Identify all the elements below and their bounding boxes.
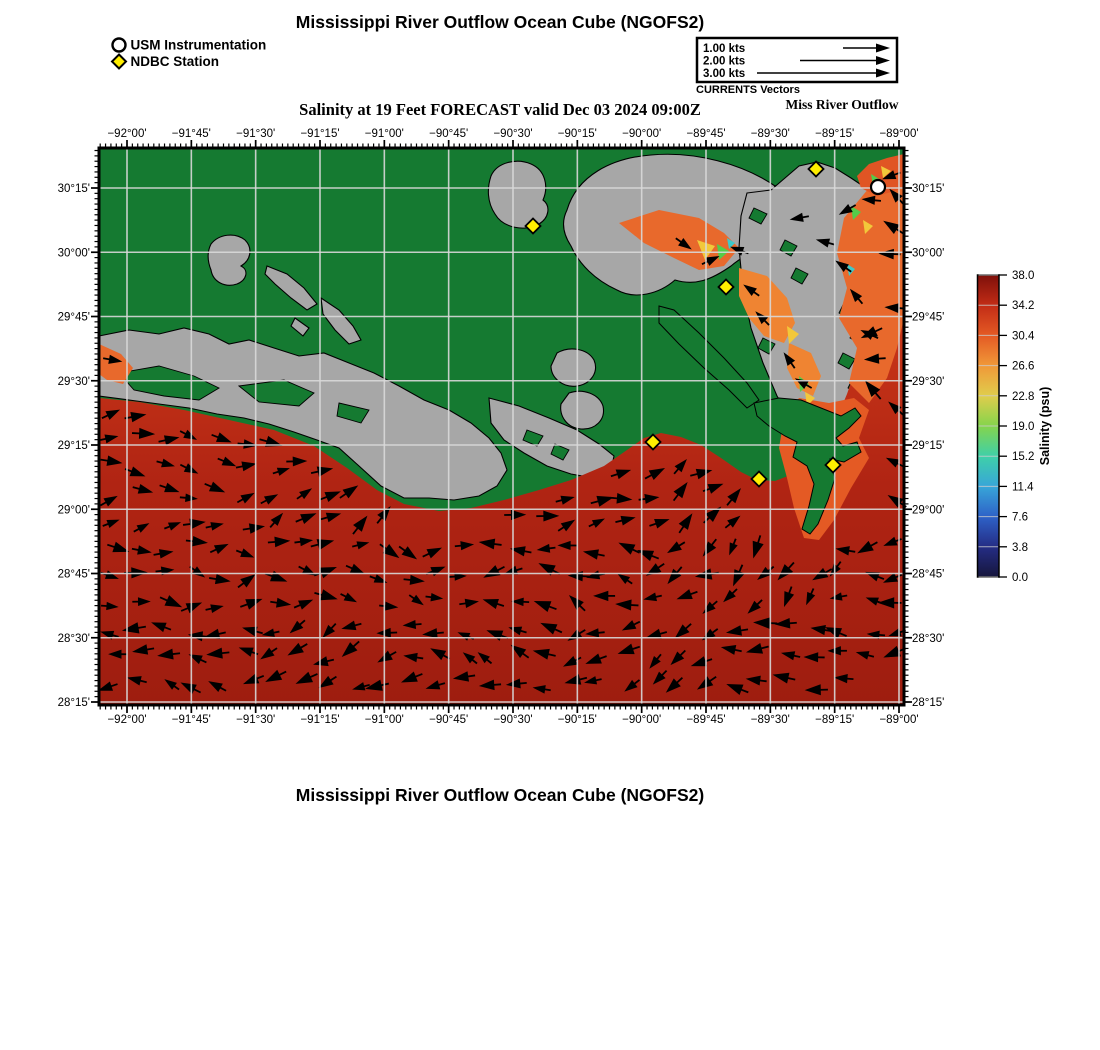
usm-circle-icon bbox=[113, 39, 126, 52]
lat-label-left: 28°30' bbox=[57, 632, 90, 645]
land-shape bbox=[488, 161, 548, 228]
colorbar-tick-label: 0.0 bbox=[1012, 572, 1028, 584]
lon-label-bottom: −89°45' bbox=[686, 714, 726, 726]
lat-label-left: 29°15' bbox=[57, 440, 90, 452]
lat-label-right: 28°45' bbox=[912, 568, 945, 581]
usm-station-marker bbox=[871, 180, 885, 194]
lat-label-left: 29°45' bbox=[57, 311, 90, 324]
colorbar-tick-label: 15.2 bbox=[1012, 451, 1035, 464]
lon-label-top: −89°30' bbox=[750, 128, 790, 140]
lat-label-right: 28°30' bbox=[912, 632, 945, 645]
colorbar-tick-label: 30.4 bbox=[1012, 330, 1035, 343]
miss-river-outflow-label: Miss River Outflow bbox=[785, 97, 899, 112]
lon-label-bottom: −90°15' bbox=[557, 714, 597, 726]
lat-label-left: 28°45' bbox=[57, 568, 90, 581]
lon-label-top: −91°15' bbox=[300, 128, 340, 140]
lat-label-right: 29°00' bbox=[912, 504, 945, 517]
lon-label-bottom: −91°00' bbox=[364, 714, 404, 726]
lon-label-top: −89°45' bbox=[686, 128, 726, 140]
lat-label-right: 29°45' bbox=[912, 311, 945, 324]
lon-label-top: −92°00' bbox=[107, 128, 147, 140]
lon-label-bottom: −90°00' bbox=[622, 714, 662, 726]
lon-label-bottom: −92°00' bbox=[107, 714, 147, 726]
lon-label-bottom: −90°30' bbox=[493, 714, 533, 726]
currents-speed-label: 2.00 kts bbox=[703, 55, 746, 68]
lon-label-top: −90°30' bbox=[493, 128, 533, 140]
currents-speed-label: 3.00 kts bbox=[703, 68, 746, 80]
lat-label-right: 28°15' bbox=[912, 697, 945, 709]
usm-legend-label: USM Instrumentation bbox=[130, 37, 267, 53]
currents-speed-label: 1.00 kts bbox=[703, 43, 746, 55]
lat-label-left: 29°30' bbox=[57, 375, 90, 388]
colorbar-tick-label: 11.4 bbox=[1012, 481, 1034, 494]
currents-legend-box bbox=[696, 38, 897, 96]
lat-label-left: 29°00' bbox=[57, 504, 90, 517]
lon-label-top: −91°45' bbox=[171, 128, 211, 140]
lon-label-top: −90°00' bbox=[622, 128, 662, 140]
lat-label-left: 30°15' bbox=[57, 183, 90, 195]
colorbar-tick-label: 26.6 bbox=[1012, 360, 1035, 373]
lat-label-left: 30°00' bbox=[57, 247, 90, 260]
currents-legend-title: CURRENTS Vectors bbox=[696, 84, 800, 96]
colorbar-tick-label: 19.0 bbox=[1012, 421, 1035, 433]
ndbc-diamond-icon bbox=[112, 55, 126, 69]
lon-label-top: −90°45' bbox=[429, 128, 469, 140]
colorbar-tick-label: 22.8 bbox=[1012, 390, 1035, 403]
lon-label-bottom: −91°45' bbox=[171, 714, 211, 726]
colorbar-tick-label: 3.8 bbox=[1012, 541, 1028, 554]
bottom-title: Mississippi River Outflow Ocean Cube (NGOFS2) bbox=[295, 785, 705, 805]
lat-label-right: 29°15' bbox=[912, 440, 945, 452]
lon-label-bottom: −89°30' bbox=[750, 714, 790, 726]
lon-label-top: −90°15' bbox=[557, 128, 597, 140]
page-title: Mississippi River Outflow Ocean Cube (NGOFS2) bbox=[295, 12, 705, 32]
lon-label-bottom: −89°00' bbox=[879, 714, 919, 726]
colorbar-tick-label: 34.2 bbox=[1012, 300, 1035, 313]
marker-legend bbox=[112, 38, 266, 70]
colorbar-tick-label: 38.0 bbox=[1012, 270, 1035, 282]
lon-label-bottom: −91°30' bbox=[236, 714, 276, 726]
colorbar-tick-label: 7.6 bbox=[1012, 511, 1028, 524]
lon-label-bottom: −90°45' bbox=[429, 714, 469, 726]
land-shape bbox=[208, 235, 250, 285]
colorbar-title: Salinity (psu) bbox=[1038, 386, 1052, 466]
lon-label-bottom: −91°15' bbox=[300, 714, 340, 726]
lat-label-right: 30°15' bbox=[912, 183, 945, 195]
land-shape bbox=[561, 391, 604, 429]
lat-label-right: 29°30' bbox=[912, 375, 945, 388]
lon-label-top: −89°00' bbox=[879, 128, 919, 140]
lon-label-bottom: −89°15' bbox=[815, 714, 855, 726]
ndbc-legend-label: NDBC Station bbox=[130, 54, 219, 69]
lat-label-left: 28°15' bbox=[57, 697, 90, 709]
lon-label-top: −91°30' bbox=[236, 128, 276, 140]
lon-label-top: −91°00' bbox=[364, 128, 404, 140]
lat-label-right: 30°00' bbox=[912, 247, 945, 260]
map-area bbox=[91, 140, 912, 713]
lon-label-top: −89°15' bbox=[815, 128, 855, 140]
forecast-subtitle: Salinity at 19 Feet FORECAST valid Dec 03 2024 09:00Z bbox=[299, 100, 701, 119]
colorbar bbox=[978, 270, 1053, 584]
